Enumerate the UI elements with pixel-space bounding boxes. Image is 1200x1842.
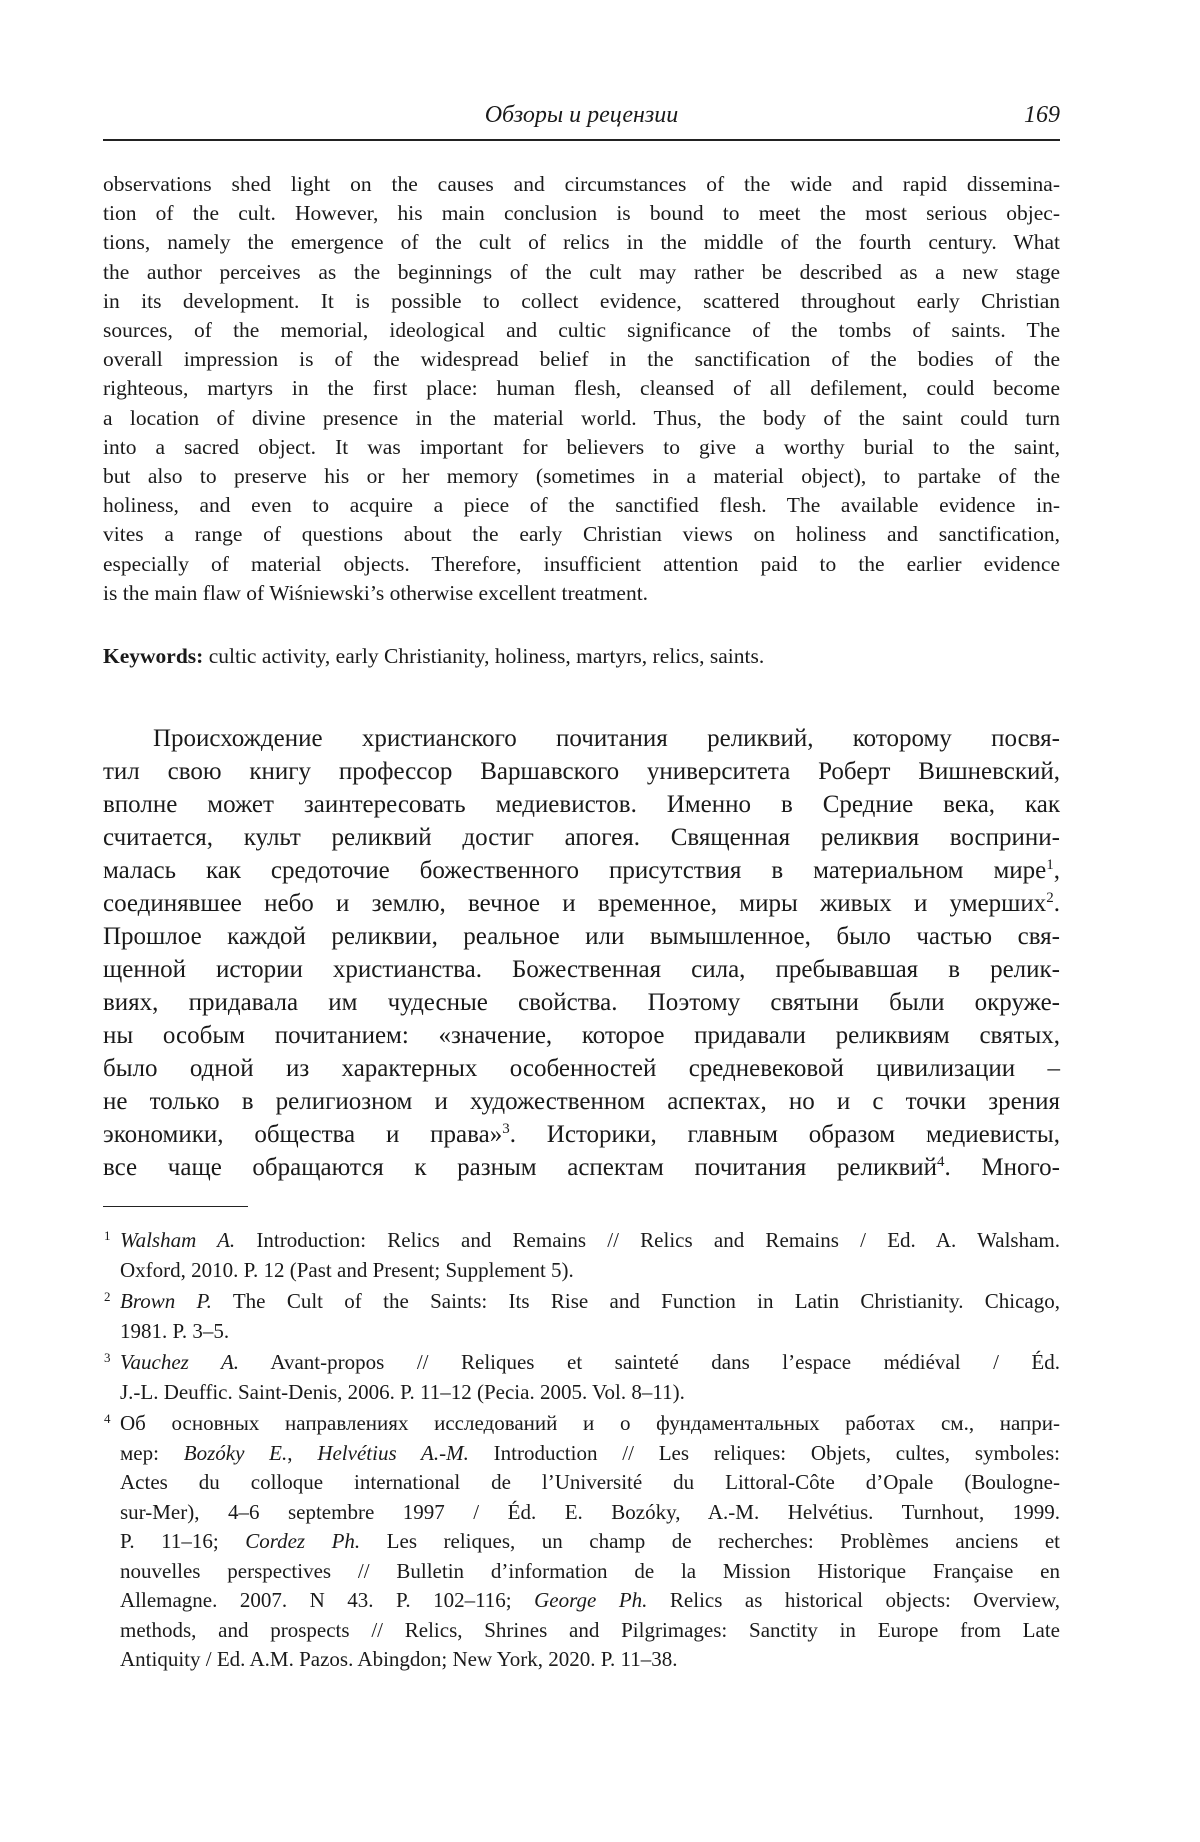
text-segment: считается, культ реликвий достиг апогея. Священная реликвия восприни- — [103, 824, 1060, 851]
footnote-line — [120, 1645, 1060, 1675]
text-segment: Прошлое каждой реликвии, реальное или вымышленное, было частью свя- — [103, 923, 1060, 950]
abstract-line: especially of material objects. Therefore, insufficient attention paid to the earlier evidence — [103, 551, 1060, 576]
running-header — [103, 100, 1060, 136]
text-segment: , — [1053, 857, 1060, 884]
footnote-number: 1 — [104, 1228, 111, 1243]
text-segment: Oxford, 2010. P. 12 (Past and Present; Supplement 5). — [120, 1257, 574, 1282]
footnote-number: 3 — [104, 1350, 111, 1365]
abstract-line: overall impression is of the widespread belief in the sanctification of the bodies of the — [103, 347, 1060, 372]
text-segment: тил свою книгу профессор Варшавского университета Роберт Вишневский, — [103, 758, 1060, 785]
body-line — [103, 920, 1060, 953]
text-segment: . — [1053, 890, 1060, 917]
body-line — [103, 1085, 1060, 1118]
footnote-line — [120, 1468, 1060, 1498]
body-line — [103, 1118, 1060, 1151]
keywords-line — [103, 642, 1060, 671]
abstract-line: tion of the cult. However, his main conclusion is bound to meet the most serious objec- — [103, 201, 1060, 226]
abstract-line: righteous, martyrs in the first place: human flesh, cleansed of all defilement, could become — [103, 376, 1060, 401]
footnote-line — [120, 1256, 1060, 1286]
text-segment: не только в религиозном и художественном аспектах, но и с точки зрения — [103, 1088, 1060, 1115]
text-segment: Antiquity / Ed. A.M. Pazos. Abingdon; New York, 2020. P. 11–38. — [120, 1647, 678, 1671]
footnote-line — [120, 1348, 1060, 1378]
footnote-line — [120, 1287, 1060, 1317]
footnote-line — [120, 1586, 1060, 1616]
text-segment: экономики, общества и права» — [103, 1121, 503, 1148]
abstract-line: sources, of the memorial, ideological and cultic significance of the tombs of saints. The — [103, 318, 1060, 343]
text-segment: Actes du colloque international de l’Université du Littoral-Côte d’Opale (Boulogne- — [120, 1470, 1060, 1494]
footnote — [104, 1409, 1060, 1675]
footnote — [104, 1226, 1061, 1285]
section-title: Обзоры и рецензии — [484, 102, 679, 128]
abstract-line: into a sacred object. It was important for believers to give a worthy burial to the saint, — [103, 434, 1060, 459]
text-segment: все чаще обращаются к разным аспектам почитания реликвий — [103, 1154, 938, 1181]
body-line — [103, 887, 1060, 920]
author-name: Vauchez A. — [120, 1350, 240, 1374]
text-segment: sur-Mer), 4–6 septembre 1997 / Éd. E. Bozóky, A.-M. Helvétius. Turnhout, 1999. — [120, 1499, 1060, 1524]
abstract-line: holiness, and even to acquire a piece of the sanctified flesh. The available evidence in- — [103, 493, 1060, 518]
keywords-label: Keywords: — [103, 644, 204, 668]
text-segment: 1981. P. 3–5. — [120, 1318, 230, 1343]
abstract-line: but also to preserve his or her memory (sometimes in a material object), to partake of the — [103, 464, 1060, 489]
abstract-line: a location of divine presence in the material world. Thus, the body of the saint could turn — [103, 405, 1060, 430]
abstract-line: the author perceives as the beginnings of the cult may rather be described as a new stage — [103, 259, 1060, 284]
body-line — [103, 986, 1060, 1019]
text-segment: . Много- — [944, 1154, 1060, 1181]
page-number: 169 — [1024, 102, 1060, 128]
text-segment: J.-L. Deuffic. Saint-Denis, 2006. P. 11–12 (Pecia. 2005. Vol. 8–11). — [120, 1379, 685, 1404]
footnote — [104, 1287, 1060, 1346]
text-segment: Introduction // Les reliques: Objets, cultes, symboles: — [468, 1440, 1060, 1465]
text-segment: The Cult of the Saints: Its Rise and Function in Latin Christianity. Chicago, — [211, 1289, 1060, 1313]
text-segment: Introduction: Relics and Remains // Relics and Remains / Ed. A. Walsham. — [235, 1228, 1061, 1252]
footnotes — [104, 1226, 1061, 1677]
author-name: Brown P. — [120, 1289, 212, 1313]
footnote-line — [120, 1557, 1060, 1587]
text-segment: nouvelles perspectives // Bulletin d’information de la Mission Historique Française en — [120, 1558, 1060, 1583]
text-segment: вполне может заинтересовать медиевистов. Именно в Средние века, как — [103, 791, 1060, 818]
footnote-line — [120, 1439, 1060, 1469]
text-segment: Об основных направлениях исследований и о фундаментальных работах см., напри- — [120, 1411, 1060, 1435]
footnote-line — [120, 1226, 1060, 1256]
footnote-number: 4 — [104, 1411, 111, 1426]
footnote-line — [120, 1409, 1060, 1439]
text-segment: Avant-propos // Reliques et sainteté dans l’espace médiéval / Éd. — [239, 1350, 1060, 1374]
header-rule — [103, 139, 1060, 141]
footnote-line — [120, 1378, 1060, 1408]
body-line — [103, 1019, 1060, 1052]
footnote-ref: 4 — [937, 1154, 945, 1170]
body-line — [103, 722, 1060, 755]
abstract-paragraph — [103, 170, 1060, 608]
body-line — [103, 755, 1060, 788]
body-line — [103, 1151, 1060, 1184]
abstract-line: tions, namely the emergence of the cult of relics in the middle of the fourth century. What — [103, 230, 1060, 255]
author-name: George Ph. — [534, 1588, 648, 1612]
author-name: Cordez Ph. — [245, 1529, 361, 1553]
footnote — [104, 1348, 1060, 1407]
abstract-line: vites a range of questions about the early Christian views on holiness and sanctification, — [103, 522, 1060, 547]
footnote-line — [120, 1527, 1060, 1557]
text-segment: P. 11–16; — [120, 1529, 246, 1553]
author-name: Helvétius A.-M. — [317, 1440, 469, 1465]
abstract-line: observations shed light on the causes and circumstances of the wide and rapid dissemina- — [103, 172, 1060, 196]
text-segment: малась как средоточие божественного присутствия в материальном мире — [103, 857, 1047, 884]
keywords-text: cultic activity, early Christianity, holiness, martyrs, relics, saints. — [203, 644, 765, 668]
text-segment: Les reliques, un champ de recherches: Problèmes anciens et — [360, 1529, 1060, 1553]
author-name: Bozóky E. — [183, 1440, 288, 1465]
text-segment: methods, and prospects // Relics, Shrines and Pilgrimages: Sanctity in Europe from Late — [120, 1617, 1060, 1642]
text-segment: , — [287, 1440, 318, 1465]
text-segment: Relics as historical objects: Overview, — [647, 1588, 1060, 1612]
footnote-line — [120, 1616, 1060, 1646]
text-segment: соединявшее небо и землю, вечное и временное, миры живых и умерших — [103, 890, 1047, 917]
abstract-line: is the main flaw of Wiśniewski’s otherwise excellent treatment. — [103, 580, 649, 605]
body-line — [103, 953, 1060, 986]
text-segment: Allemagne. 2007. N 43. P. 102–116; — [120, 1588, 535, 1612]
footnote-line — [120, 1317, 1060, 1347]
text-segment: мер: — [120, 1440, 184, 1465]
text-segment: было одной из характерных особенностей средневековой цивилизации – — [103, 1055, 1060, 1082]
body-line — [103, 854, 1060, 887]
body-line — [103, 788, 1060, 821]
body-paragraph — [103, 722, 1060, 1184]
body-line — [103, 1052, 1060, 1085]
footnote-ref: 2 — [1046, 890, 1054, 906]
text-segment: Происхождение христианского почитания реликвий, которому посвя- — [153, 725, 1060, 752]
footnote-number: 2 — [104, 1289, 111, 1304]
text-segment: ны особым почитанием: «значение, которое придавали реликвиям святых, — [103, 1022, 1060, 1049]
text-segment: . Историки, главным образом медиевисты, — [509, 1121, 1060, 1148]
footnote-line — [120, 1498, 1060, 1528]
text-segment: щенной истории христианства. Божественная сила, пребывавшая в релик- — [103, 956, 1060, 983]
abstract-line: in its development. It is possible to collect evidence, scattered throughout early Christian — [103, 288, 1060, 313]
text-segment: виях, придавала им чудесные свойства. Поэтому святыни были окруже- — [103, 989, 1060, 1016]
body-line — [103, 821, 1060, 854]
footnote-ref: 1 — [1046, 857, 1054, 873]
footnote-separator — [103, 1206, 248, 1207]
footnote-ref: 3 — [502, 1121, 510, 1137]
author-name: Walsham A. — [120, 1228, 236, 1252]
